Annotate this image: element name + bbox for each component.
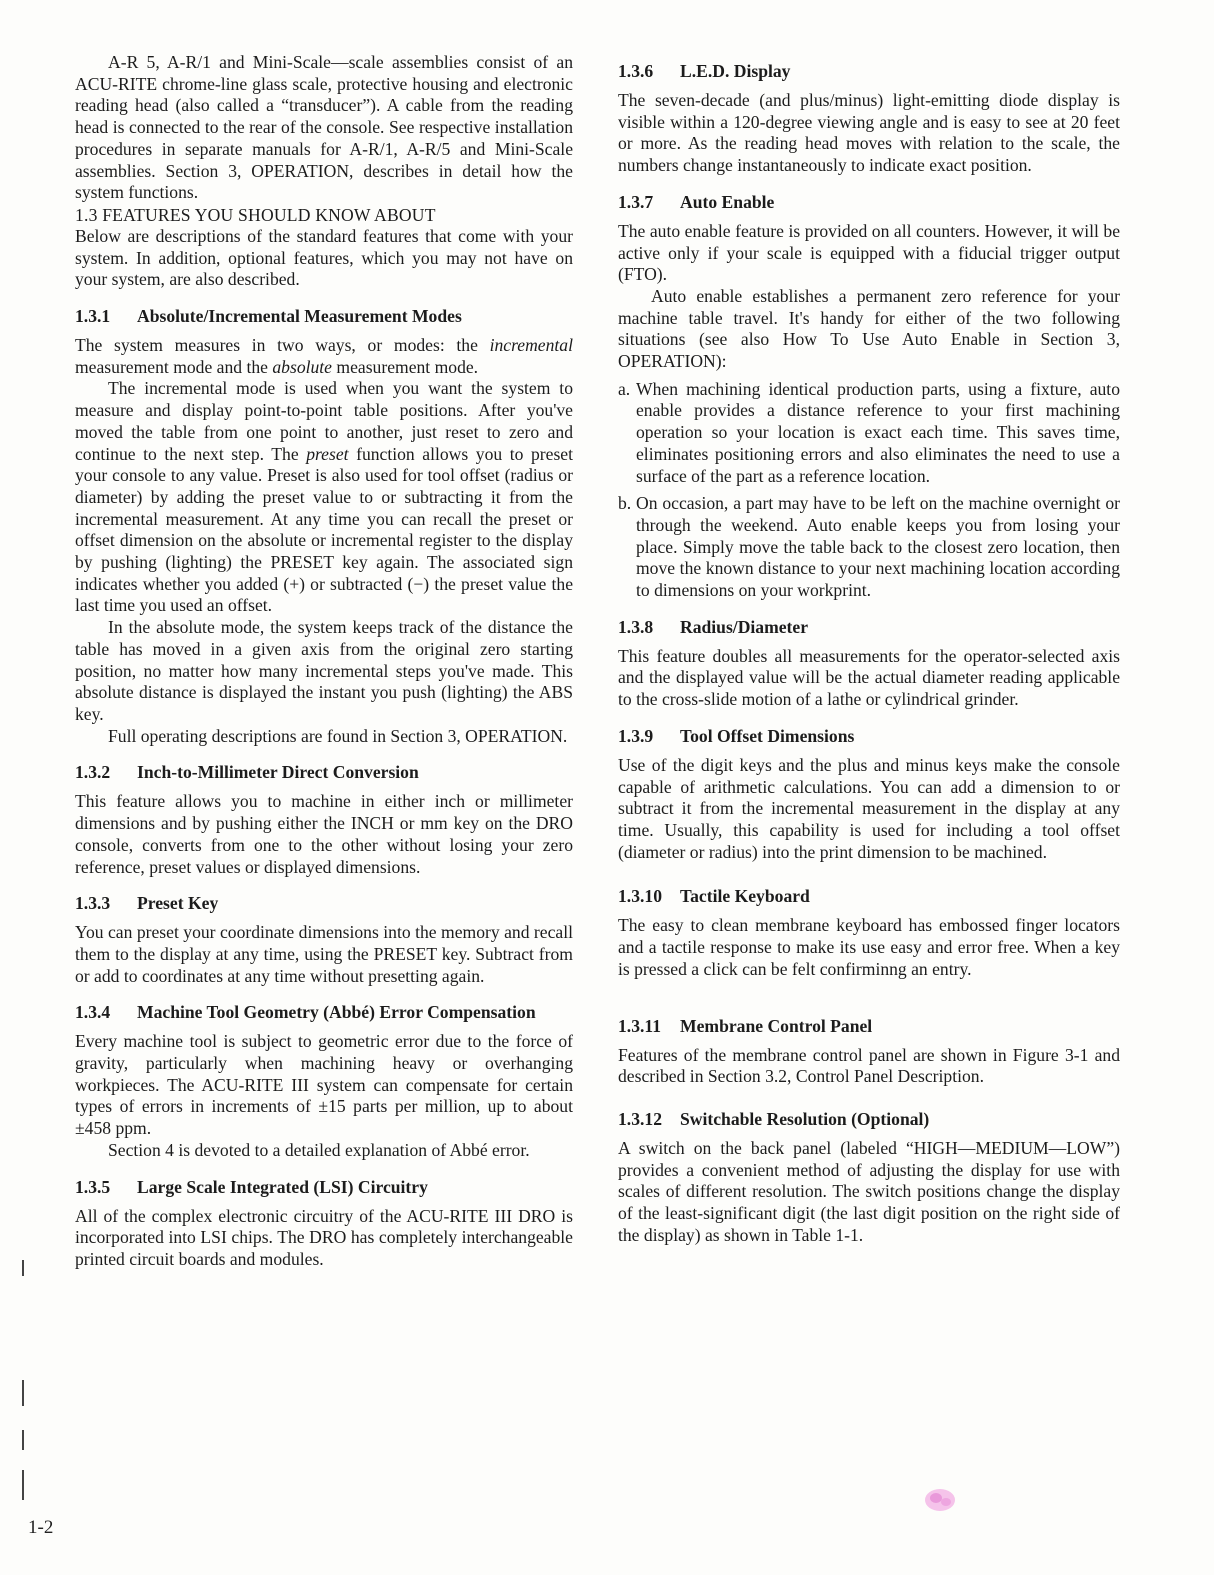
- section-1-3-4-heading: [75, 1001, 573, 1023]
- section-number: 1.3.8: [618, 616, 654, 637]
- list-marker: a.: [618, 378, 631, 399]
- section-1-3-9-body: Use of the digit keys and the plus and minus keys make the console capable of arithmetic calculations. You can add a dimension to or subtract it from the incremental measurement in the display at any time. Usually, this capability is used for including a tool offset (diameter or radius) into the print dimension to be machined.: [618, 754, 1120, 862]
- margin-mark: [22, 1260, 24, 1276]
- section-1-3-7-p1: The auto enable feature is provided on all counters. However, it will be active only if your scale is equipped with a fiducial trigger output (FTO).: [618, 220, 1120, 285]
- section-1-3-4-p2: Section 4 is devoted to a detailed explanation of Abbé error.: [108, 1139, 530, 1160]
- section-1-3-3-heading: [75, 892, 573, 914]
- section-1-3-body: Below are descriptions of the standard features that come with your system. In addition, optional features, which you may not have on your system, are also described.: [75, 225, 573, 290]
- section-1-3-title: 1.3 FEATURES YOU SHOULD KNOW ABOUT: [75, 204, 436, 225]
- list-item: [618, 379, 1120, 488]
- section-title: Radius/Diameter: [680, 616, 809, 637]
- section-number: 1.3.10: [618, 886, 662, 907]
- section-1-3-1-p1: The system measures in two ways, or modes: the incremental measurement mode and the absolute measurement mode.: [75, 335, 573, 377]
- section-title: Tool Offset Dimensions: [680, 725, 855, 746]
- section-number: 1.3.6: [618, 61, 654, 81]
- section-number: 1.3.11: [618, 1015, 662, 1036]
- section-1-3-1-p2: The incremental mode is used when you want the system to measure and display point-to-point table positions. After you've moved the table from one point to another, just reset to zero and continue to the next step. The preset function allows you to preset your console to any value. Preset is also used for tool offset (radius or diameter) by adding the preset value to or subtracting it from the incremental measurement. At any time you can recall the preset or offset dimension on the absolute or incremental register to the display by pushing (lighting) the PRESET key again. The associated sign indicates whether you added (+) or subtracted (−) the preset value the last time you used an offset.: [75, 378, 573, 616]
- pink-stamp-icon: [922, 1486, 958, 1514]
- section-1-3-1-p3: In the absolute mode, the system keeps track of the distance the table has moved in a given axis from the original zero starting position, no matter how many incremental steps you've made. This absolute distance is displayed the instant you push (lighting) the ABS key.: [75, 617, 573, 724]
- section-number: 1.3.9: [618, 725, 654, 746]
- intro-paragraph: A-R 5, A-R/1 and Mini-Scale—scale assemblies consist of an ACU-RITE chrome-line glass scale, protective housing and electronic reading head (also called a “transducer”). A cable from the reading head is connected to the rear of the console. See respective installation procedures in separate manuals for A-R/1, A-R/5 and Mini-Scale assemblies. Section 3, OPERATION, describes in detail how the system functions.: [75, 52, 573, 203]
- list-text: On occasion, a part may have to be left on the machine overnight or through the weekend. Auto enable keeps you from losing your place. Simply move the table back to the closest zero location, then move the known distance to your next machining location according to dimensions on your workprint.: [636, 493, 1120, 601]
- section-number: 1.3.7: [618, 191, 654, 212]
- section-1-3-7-p2: Auto enable establishes a permanent zero reference for your machine table travel. It's handy for either of the two following situations (see also How To Use Auto Enable in Section 3, OPERATION):: [618, 285, 1120, 372]
- margin-mark: [22, 1470, 24, 1500]
- section-1-3-3-body: You can preset your coordinate dimensions into the memory and recall them to the display at any time, using the PRESET key. Subtract from or add to coordinates at any time without presetting again.: [75, 922, 573, 986]
- section-number: 1.3.4: [75, 1002, 111, 1023]
- section-1-3-7-heading: [618, 191, 1120, 213]
- list-text: When machining identical production parts, using a fixture, auto enable provides a distance reference to your first machining operation so your location is exact each time. This saves time, eliminates positioning errors and also eliminates the need to use a surface of the part as a reference location.: [636, 378, 1120, 486]
- section-1-3-11-body: Features of the membrane control panel are shown in Figure 3-1 and described in Section 3.2, Control Panel Description.: [618, 1044, 1120, 1087]
- section-1-3-10-body: The easy to clean membrane keyboard has embossed finger locators and a tactile response to make its use easy and error free. When a key is pressed a click can be felt confirminng an entry.: [618, 915, 1120, 979]
- section-title: Preset Key: [137, 893, 219, 914]
- section-1-3-11-heading: [618, 1015, 1120, 1037]
- section-title: Machine Tool Geometry (Abbé) Error Compensation: [137, 1002, 536, 1023]
- section-number: 1.3.5: [75, 1176, 111, 1197]
- margin-mark: [22, 1380, 24, 1406]
- section-1-3-12-heading: [618, 1108, 1120, 1130]
- section-1-3-2-heading: [75, 761, 573, 783]
- section-title: Large Scale Integrated (LSI) Circuitry: [137, 1176, 428, 1197]
- section-1-3-5-body: All of the complex electronic circuitry of the ACU-RITE III DRO is incorporated into LSI chips. The DRO has completely interchangeable printed circuit boards and modules.: [75, 1205, 573, 1269]
- right-column: [618, 60, 1120, 1246]
- left-column: [75, 52, 573, 1271]
- section-1-3-9-heading: [618, 725, 1120, 747]
- section-1-3-1-heading: [75, 305, 573, 327]
- section-1-3-6-heading: [618, 60, 1120, 82]
- section-1-3-8-heading: [618, 616, 1120, 638]
- section-1-3-8-body: This feature doubles all measurements for the operator-selected axis and the displayed value will be the actual diameter reading applicable to the cross-slide motion of a lathe or cylindrical grinder.: [618, 645, 1120, 710]
- section-number: 1.3.12: [618, 1108, 662, 1129]
- section-number: 1.3.1: [75, 306, 111, 327]
- page-number: 1-2: [28, 1517, 54, 1538]
- section-1-3-12-body: A switch on the back panel (labeled “HIGH—MEDIUM—LOW”) provides a convenient method of adjusting the display for use with scales of different resolution. The switch positions change the display of the least-significant digit (the last digit position on the right side of the display) as shown in Table 1-1.: [618, 1137, 1120, 1245]
- section-1-3-4-p1: Every machine tool is subject to geometric error due to the force of gravity, particularly when machining heavy or overhanging workpieces. The ACU-RITE III system can compensate for certain types of errors in increments of ±15 parts per million, up to about ±458 ppm.: [75, 1031, 573, 1139]
- section-1-3-6-body: The seven-decade (and plus/minus) light-emitting diode display is visible within a 120-degree viewing angle and is easy to see at 20 feet or more. As the reading head moves with relation to the scale, the numbers change instantaneously to indicate exact position.: [618, 90, 1120, 176]
- section-1-3-1-p4: Full operating descriptions are found in Section 3, OPERATION.: [108, 725, 568, 746]
- section-1-3-2-body: This feature allows you to machine in either inch or millimeter dimensions and by pushing either the INCH or mm key on the DRO console, converts from one to the other without losing your zero reference, preset values or displayed dimensions.: [75, 791, 573, 877]
- section-title: Absolute/Incremental Measurement Modes: [137, 306, 462, 327]
- section-title: Auto Enable: [680, 191, 775, 212]
- section-title: L.E.D. Display: [680, 61, 791, 81]
- section-title: Inch-to-Millimeter Direct Conversion: [137, 762, 419, 783]
- section-number: 1.3.2: [75, 762, 111, 783]
- section-title: Switchable Resolution (Optional): [680, 1108, 930, 1129]
- section-number: 1.3.3: [75, 893, 111, 914]
- list-marker: b.: [618, 493, 632, 514]
- section-1-3-10-heading: [618, 885, 1120, 907]
- margin-mark: [22, 1430, 24, 1450]
- section-title: Tactile Keyboard: [680, 886, 810, 907]
- section-1-3-5-heading: [75, 1176, 573, 1198]
- list-item: [618, 493, 1120, 602]
- section-title: Membrane Control Panel: [680, 1015, 873, 1036]
- auto-enable-list: [618, 379, 1120, 602]
